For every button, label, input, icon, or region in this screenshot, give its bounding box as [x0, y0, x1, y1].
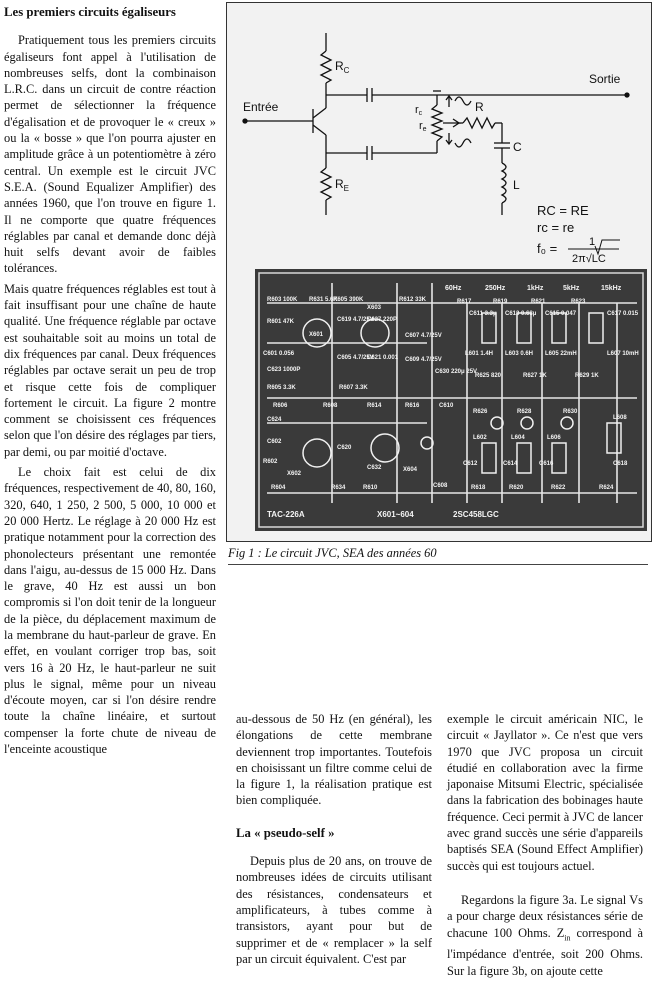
component-label: X603 [367, 305, 382, 311]
section-heading: Les premiers circuits égaliseurs [4, 5, 176, 19]
component-label: X602 [287, 471, 302, 477]
component-label: R610 [363, 485, 378, 491]
component-label: R605 3.3K [267, 385, 296, 391]
formula-rc-re-small: rc = re [537, 220, 575, 235]
pcb-board [255, 269, 647, 531]
component-label: C630 220μ 25V [435, 369, 478, 375]
figure-svg [227, 3, 651, 541]
component-label: C611 3.3μ [469, 311, 497, 317]
subscript: in [564, 933, 571, 943]
l-label: L [513, 178, 520, 192]
component-label: C607 4.7/25V [405, 333, 442, 339]
paragraph: au-dessous de 50 Hz (en général), les élongations de cette membrane deviennent trop importantes. Toutefois en choisissant un filtre comme celui de la figure 1, la réalisation pratique est bien compliquée. [236, 712, 432, 808]
paragraph: Le choix fait est celui de dix fréquences, respectivement de 40, 80, 160, 320, 640, 1 250, 2 500, 5 000, 10 000 et 20 000 Hertz. Le réglage à 20 000 Hz est pratique notamment pour la correction des phonolecteurs présentant une remontée dans l'aigu, au-dessus de 15 000 Hz. Dans le grave, 40 Hz est aussi un bon compromis si l'on doit tenir de la longueur de la pièce, du déplacement maximum de la membrane du haut-parleur de grave. En effet, en voulant corriger trop bas, soit vers 16 à 20 Hz, le haut-parleur ne suit plus le signal, même pour un niveau d'écoute moyen, car si l'on désire rendre toute la chaîne linéaire, et surtout compenser la forte chute de niveau de l'enceinte acoustique [4, 465, 216, 757]
component-label: C617 0.015 [607, 311, 639, 317]
component-label: C623 1000P [267, 367, 301, 373]
component-label: R606 [273, 403, 288, 409]
resistor-r [463, 118, 495, 128]
output-label: Sortie [589, 72, 621, 86]
formula-denominator: 2π√LC [572, 253, 606, 265]
component-label: C627 220P [367, 317, 398, 323]
component-label: R618 [471, 485, 486, 491]
component-label: R625 820 [475, 373, 502, 379]
transistor-emitter [313, 125, 326, 135]
resistor-re [321, 168, 331, 200]
freq-label: 15kHz [601, 285, 622, 292]
component-label: R630 [563, 409, 578, 415]
component-label: R623 [571, 299, 586, 305]
component-label: C608 [433, 483, 448, 489]
freq-label: 1kHz [527, 285, 544, 292]
board-label: TAC-226A [267, 510, 305, 519]
component-label: R631 5.6K [309, 297, 338, 303]
component-label: C615 0.047 [545, 311, 577, 317]
component-label: L606 [547, 435, 561, 441]
component-label: C605 4.7/25V [337, 355, 374, 361]
component-label: R614 [367, 403, 382, 409]
dip-symbol [455, 139, 471, 147]
component-label: R617 [457, 299, 472, 305]
component-label: C624 [267, 417, 282, 423]
freq-label: 60Hz [445, 285, 462, 292]
component-label: C601 0.056 [263, 351, 295, 357]
component-label: R607 3.3K [339, 385, 368, 391]
schematic-labels [243, 59, 621, 265]
component-label: R624 [599, 485, 614, 491]
component-label: R604 [271, 485, 286, 491]
paragraph [447, 892, 643, 979]
c-label: C [513, 140, 522, 154]
component-label: C620 [337, 445, 352, 451]
component-label: L608 [613, 415, 627, 421]
component-label: R621 [531, 299, 546, 305]
figure-caption: Fig 1 : Le circuit JVC, SEA des années 60 [228, 546, 648, 565]
component-label: C618 [613, 461, 628, 467]
component-label: X601 [309, 332, 324, 338]
text-span: Regardons la figure 3a. Le signal Vs a pour charge deux résistances série de chacune 100 Ohms. Z [447, 892, 643, 940]
part-number-label: 2SC458LGC [453, 510, 499, 519]
paragraph: Pratiquement tous les premiers circuits égaliseurs font appel à l'utilisation de nombreuses selfs, dont la combinaison L.R.C. dans un circuit de contre réaction permet de sélectionner la fréquence d'égalisation et de provoquer le « creux » ou la « bosse » que l'on pourra ajuster en amplitude grâce à un potentiomètre à zéro central. Un exemple est le circuit JVC S.E.A. (Sound Equalizer Amplifier) des années 1960, que l'on trouve en figure 1. Il ne comporte que quatre fréquences réglables par canal et demande donc déjà huit selfs devant avoir de faibles tolérances. [4, 33, 216, 276]
article-column-1 [4, 4, 216, 761]
component-label: C616 [539, 461, 554, 467]
component-label: R616 [405, 403, 420, 409]
pot-re-label: re [419, 120, 427, 133]
rc-label: $R_C$ [335, 59, 350, 75]
component-label: R626 [473, 409, 488, 415]
component-label: C614 [503, 461, 518, 467]
component-label: R622 [551, 485, 566, 491]
component-label: C602 [267, 439, 282, 445]
resistor-rc [321, 51, 331, 83]
transistor-label: X601~604 [377, 510, 414, 519]
component-label: L605 22mH [545, 351, 577, 357]
component-label: C612 [463, 461, 478, 467]
text-span: correspond à l'impédance d'entrée, soit 200 Ohms. Sur la figure 3b, on ajoute cette [447, 925, 644, 978]
component-label: C621 0.001 [367, 355, 399, 361]
article-column-3 [447, 711, 643, 983]
component-label: R603 100K [267, 297, 298, 303]
wiper [443, 119, 459, 127]
pcb-photo [255, 269, 647, 531]
component-label: R620 [509, 485, 524, 491]
paragraph: exemple le circuit américain NIC, le circuit « Jayllator ». Ce n'est que vers 1970 que JVC proposa un circuit étudié en collaboration avec la firme japonaise Mitsumi Electric, spécialisée dans la fabrication des bobinages haute fréquence. Ceci permit à JVC de lancer avec grand succès une série d'appareils baptisés SEA (Sound Effect Amplifier) succès qui est toujours actuel. [447, 712, 643, 873]
formula-rc-re: RC = RE [537, 203, 589, 218]
formula-numerator: 1 [589, 236, 596, 248]
paragraph: Mais quatre fréquences réglables est tout à fait insuffisant pour une chaîne de haute qualité. Une fréquence réglable par octave est souhaitable soit au moins un total de dix fréquences par canal. Deux fréquences réglables par octave serait un peu de trop et risque cette fois de compliquer fortement le circuit. La figure 2 montre comment se choisissent ces fréquences selon que l'on désire des réglages par tiers, par demi, ou par moitié d'octave. [4, 281, 216, 459]
component-label: C609 4.7/25V [405, 357, 442, 363]
figure-1 [226, 2, 652, 542]
freq-label: 5kHz [563, 285, 580, 292]
component-label: R619 [493, 299, 508, 305]
pot-rc-label: rc [415, 104, 423, 117]
input-label: Entrée [243, 100, 279, 114]
component-label: R605 390K [333, 297, 364, 303]
formula-f0: f₀ = [537, 241, 558, 256]
component-label: C613 0.68μ [505, 311, 537, 317]
paragraph: Depuis plus de 20 ans, on trouve de nombreuses idées de circuits utilisant des résistances, condensateurs et amplificateurs, à tubes comme à transistors, ayant pour but de supprimer et de « remplacer » la self par un circuit équivalent. C'est par [236, 854, 432, 966]
component-label: X604 [403, 467, 418, 473]
component-label: R612 33K [399, 297, 427, 303]
potentiometer [432, 105, 442, 141]
peak-symbol [455, 97, 471, 105]
component-label: L604 [511, 435, 525, 441]
component-label: R628 [517, 409, 532, 415]
subheading: La « pseudo-self » [236, 825, 335, 840]
article-column-2 [236, 711, 432, 971]
component-label: R627 1K [523, 373, 547, 379]
component-label: L607 10mH [607, 351, 639, 357]
component-label: C610 [439, 403, 454, 409]
pcb-footer [267, 510, 499, 519]
transistor-collector [313, 108, 326, 118]
component-label: L603 0.6H [505, 351, 534, 357]
component-label: R634 [331, 485, 346, 491]
component-label: R608 [323, 403, 338, 409]
r-label: R [475, 100, 484, 114]
component-label: R629 1K [575, 373, 599, 379]
component-label: C632 [367, 465, 382, 471]
component-label: R602 [263, 459, 278, 465]
freq-label: 250Hz [485, 285, 506, 292]
re-label: $R_E$ [335, 177, 350, 193]
inductor-l [502, 163, 506, 203]
component-label: L601 1.4H [465, 351, 494, 357]
component-label: C619 4.7/25V [337, 317, 374, 323]
component-label: L602 [473, 435, 487, 441]
component-label: R601 47K [267, 319, 295, 325]
